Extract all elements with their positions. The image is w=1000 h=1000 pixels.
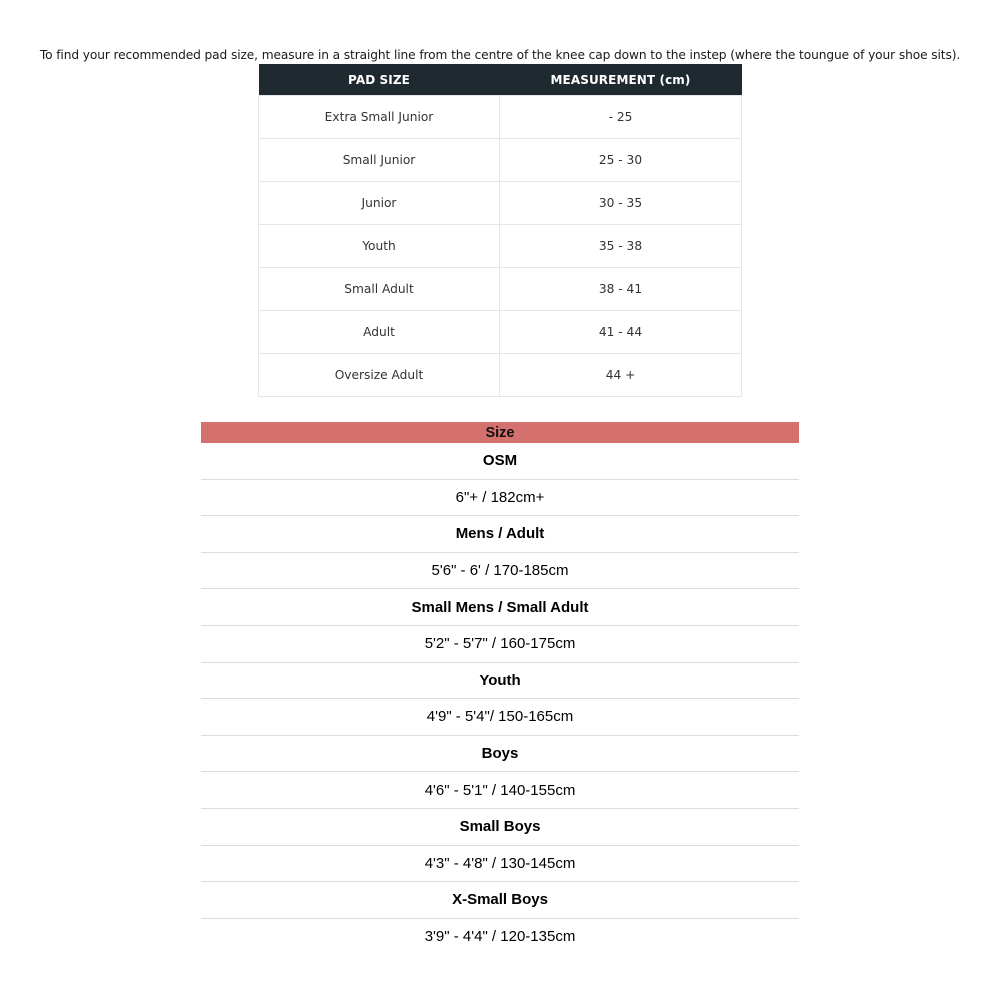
table-row <box>259 268 742 311</box>
table-row <box>201 589 799 626</box>
measurement-cell: 30 - 35 <box>500 182 742 225</box>
table-row <box>259 225 742 268</box>
pad-size-cell: Junior <box>259 182 500 225</box>
table-row <box>201 516 799 553</box>
table-row <box>201 772 799 809</box>
table-row <box>201 882 799 919</box>
table-row <box>201 845 799 882</box>
table-row <box>201 552 799 589</box>
pad-size-cell: Adult <box>259 311 500 354</box>
table-row <box>201 443 799 479</box>
height-range-cell: 3'9" - 4'4" / 120-135cm <box>424 928 576 946</box>
pad-size-cell: Youth <box>259 225 500 268</box>
size-label-cell: OSM <box>201 443 799 479</box>
measurement-cell: 25 - 30 <box>500 139 742 182</box>
size-label-cell: Boys <box>201 735 799 772</box>
table-row <box>201 662 799 699</box>
measurement-cell: - 25 <box>500 96 742 139</box>
table-row <box>201 808 799 845</box>
height-size-table <box>201 422 799 954</box>
table-row <box>259 182 742 225</box>
measurement-header: MEASUREMENT (cm) <box>500 64 742 96</box>
pad-size-cell: Extra Small Junior <box>259 96 500 139</box>
size-label-cell: Small Boys <box>201 808 799 845</box>
pad-size-cell: Small Junior <box>259 139 500 182</box>
size-label-cell: Mens / Adult <box>201 516 799 553</box>
size-table-header-row <box>201 422 799 443</box>
size-label-cell: Youth <box>201 662 799 699</box>
table-row <box>259 311 742 354</box>
intro-text: To find your recommended pad size, measure in a straight line from the centre of the knee cap down to the instep (where the toungue of your shoe sits). <box>39 48 961 63</box>
table-row <box>201 625 799 662</box>
pad-size-cell: Oversize Adult <box>259 354 500 397</box>
measurement-cell: 38 - 41 <box>500 268 742 311</box>
size-header: Size <box>201 422 799 443</box>
table-row <box>259 96 742 139</box>
height-range-cell: 5'2" - 5'7" / 160-175cm <box>201 625 799 662</box>
table-row <box>201 699 799 736</box>
table-row <box>259 139 742 182</box>
height-range-cell: 6"+ / 182cm+ <box>201 479 799 516</box>
table-row <box>201 479 799 516</box>
pad-table-header-row <box>259 64 742 96</box>
height-range-cell: 5'6" - 6' / 170-185cm <box>201 552 799 589</box>
pad-size-header: PAD SIZE <box>259 64 500 96</box>
table-row <box>259 354 742 397</box>
measurement-cell: 44 + <box>500 354 742 397</box>
measurement-cell: 35 - 38 <box>500 225 742 268</box>
height-range-cell: 4'3" - 4'8" / 130-145cm <box>201 845 799 882</box>
table-row <box>201 918 799 954</box>
height-range-cell: 4'6" - 5'1" / 140-155cm <box>201 772 799 809</box>
height-range-cell: 4'9" - 5'4"/ 150-165cm <box>201 699 799 736</box>
measurement-cell: 41 - 44 <box>500 311 742 354</box>
pad-size-cell: Small Adult <box>259 268 500 311</box>
pad-size-table <box>258 64 742 397</box>
table-row <box>201 735 799 772</box>
size-label-cell: Small Mens / Small Adult <box>201 589 799 626</box>
size-label-cell: X-Small Boys <box>201 882 799 919</box>
